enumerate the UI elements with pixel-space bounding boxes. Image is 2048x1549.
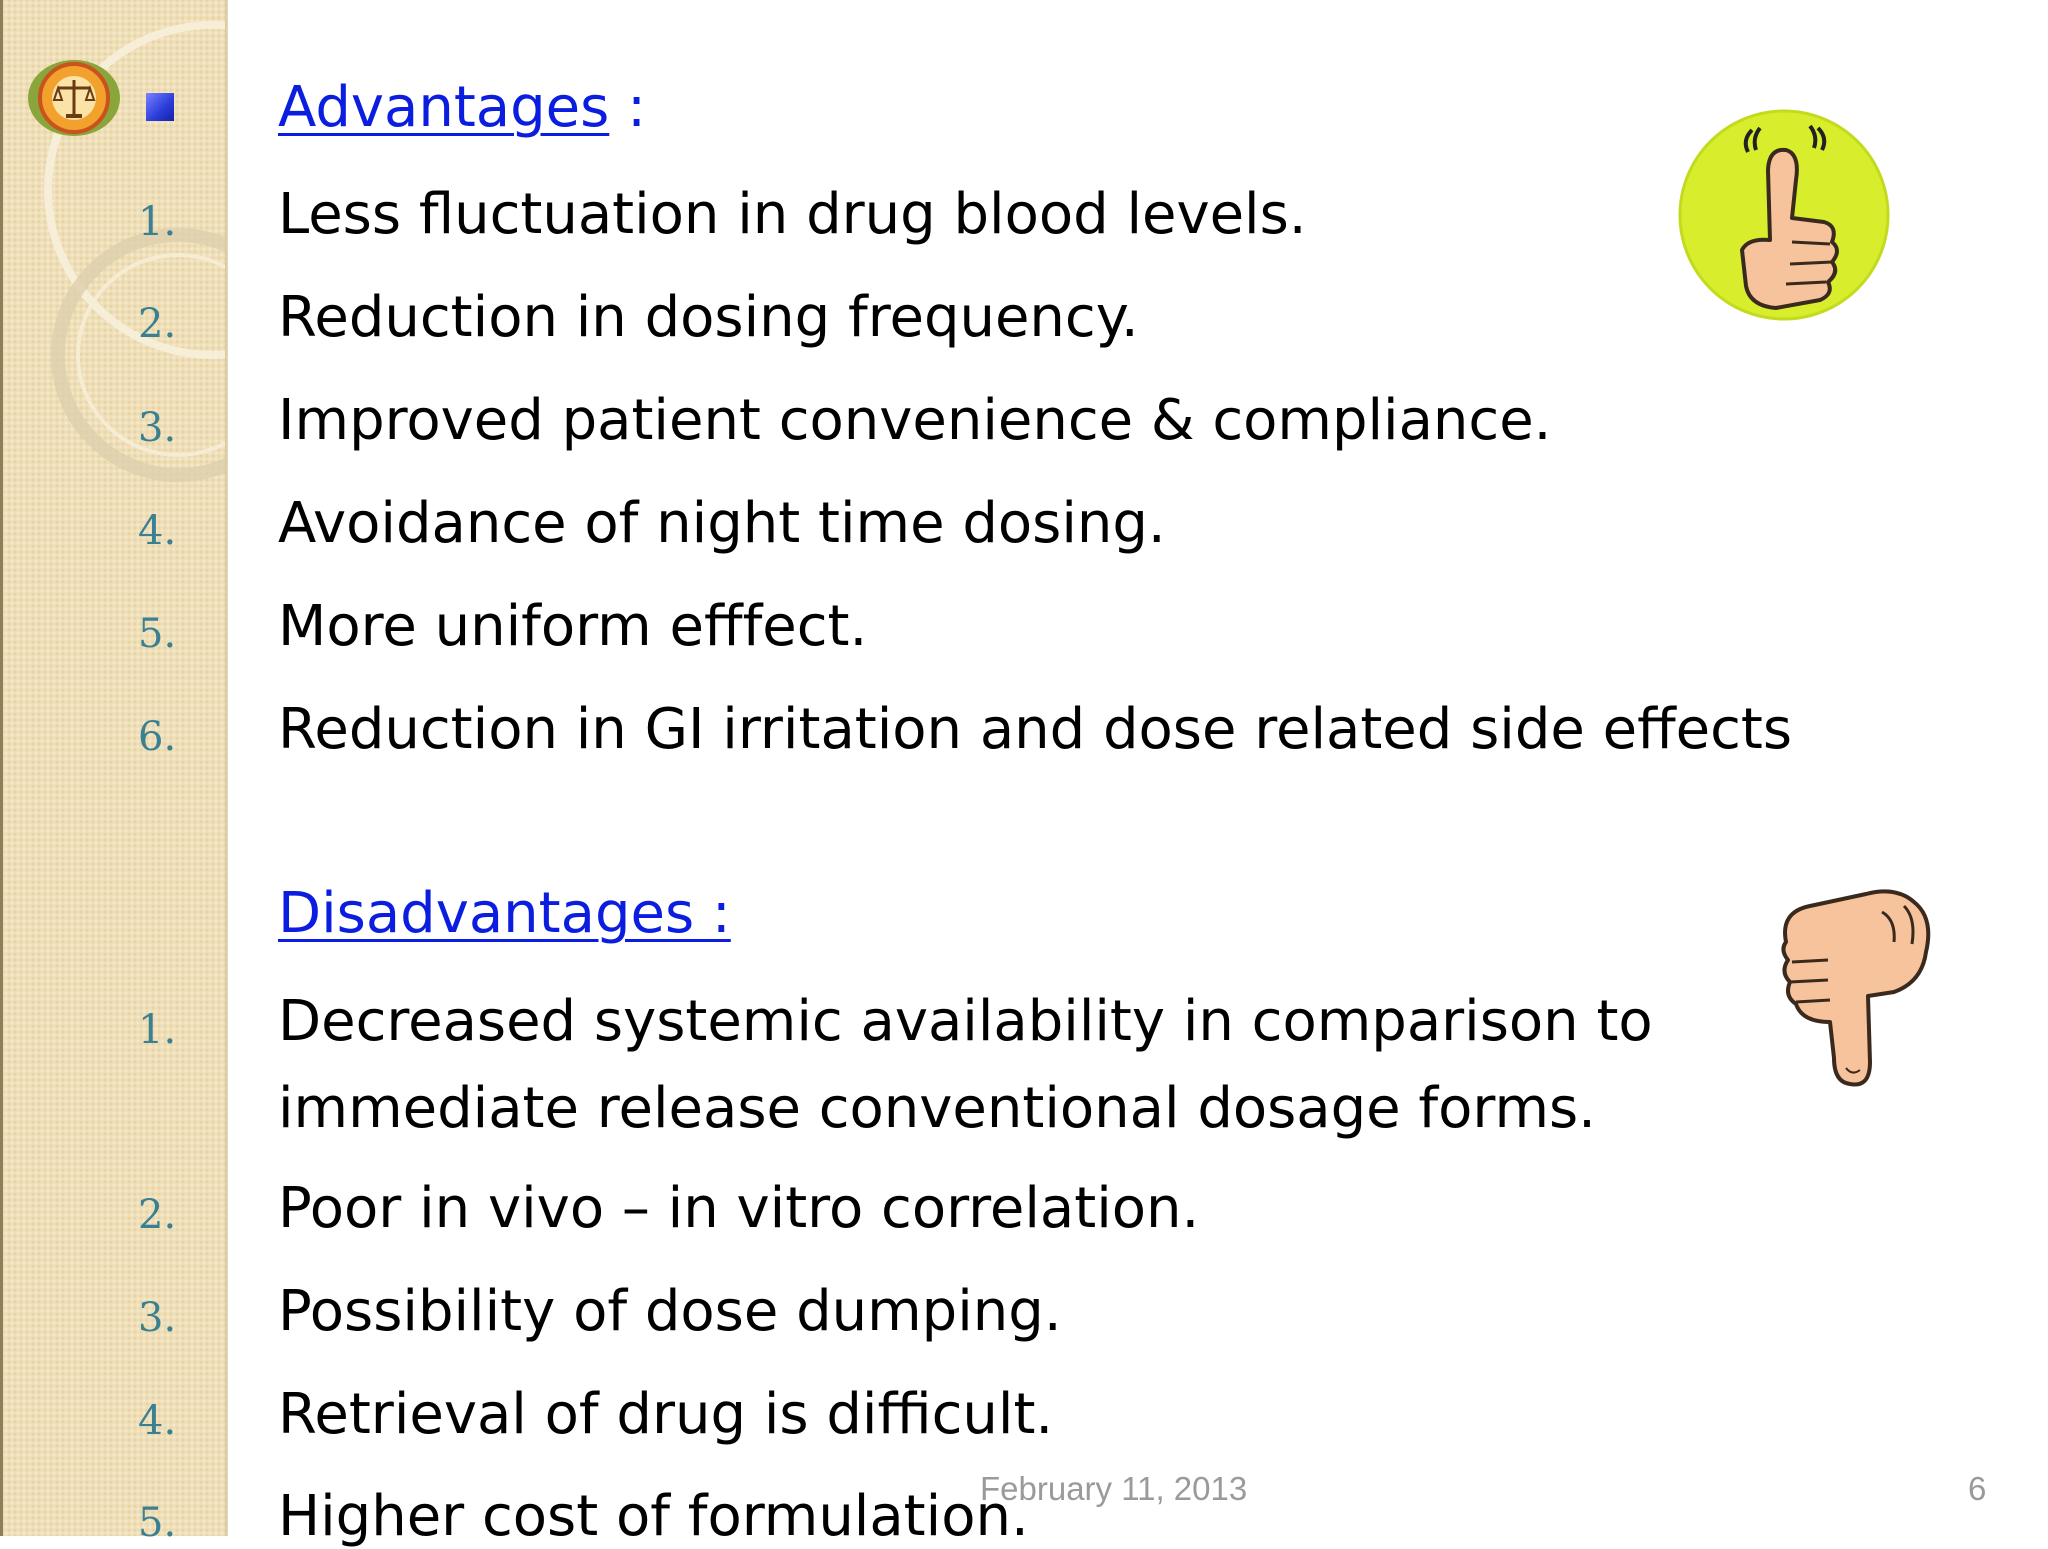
list-number: 2. <box>138 301 177 347</box>
list-item: Less fluctuation in drug blood levels. <box>278 182 1307 247</box>
list-number: 1. <box>138 199 177 245</box>
list-item: Decreased systemic availability in comparison to <box>278 989 1653 1054</box>
list-item: Higher cost of formulation. <box>278 1484 1029 1549</box>
college-logo-icon <box>24 58 124 138</box>
list-number: 4. <box>138 1398 177 1444</box>
list-item: Improved patient convenience & compliance. <box>278 388 1552 453</box>
list-number: 3. <box>138 405 177 451</box>
disadvantages-heading: Disadvantages : <box>278 881 731 946</box>
list-number: 2. <box>138 1192 177 1238</box>
sidebar-edge <box>225 0 228 1536</box>
page-number: 6 <box>1968 1470 1987 1507</box>
thumbs-down-icon <box>1766 872 1936 1112</box>
square-bullet-icon <box>146 93 174 121</box>
list-item: Possibility of dose dumping. <box>278 1279 1062 1344</box>
list-number: 1. <box>138 1007 177 1053</box>
list-item: Reduction in GI irritation and dose related side effects <box>278 697 1793 762</box>
advantages-heading: Advantages : <box>278 75 646 140</box>
list-number: 6. <box>138 714 177 760</box>
list-item: Reduction in dosing frequency. <box>278 285 1139 350</box>
footer-date: February 11, 2013 <box>980 1470 1248 1507</box>
list-item: Poor in vivo – in vitro correlation. <box>278 1176 1200 1241</box>
list-number: 5. <box>138 611 177 657</box>
list-item: Avoidance of night time dosing. <box>278 491 1166 556</box>
list-item: More uniform efffect. <box>278 594 868 659</box>
list-number: 4. <box>138 508 177 554</box>
thumbs-up-icon <box>1672 100 1892 330</box>
list-item: Retrieval of drug is difficult. <box>278 1382 1054 1447</box>
list-item-continuation: immediate release conventional dosage forms. <box>278 1076 1596 1141</box>
list-number: 5. <box>138 1500 177 1546</box>
list-number: 3. <box>138 1295 177 1341</box>
